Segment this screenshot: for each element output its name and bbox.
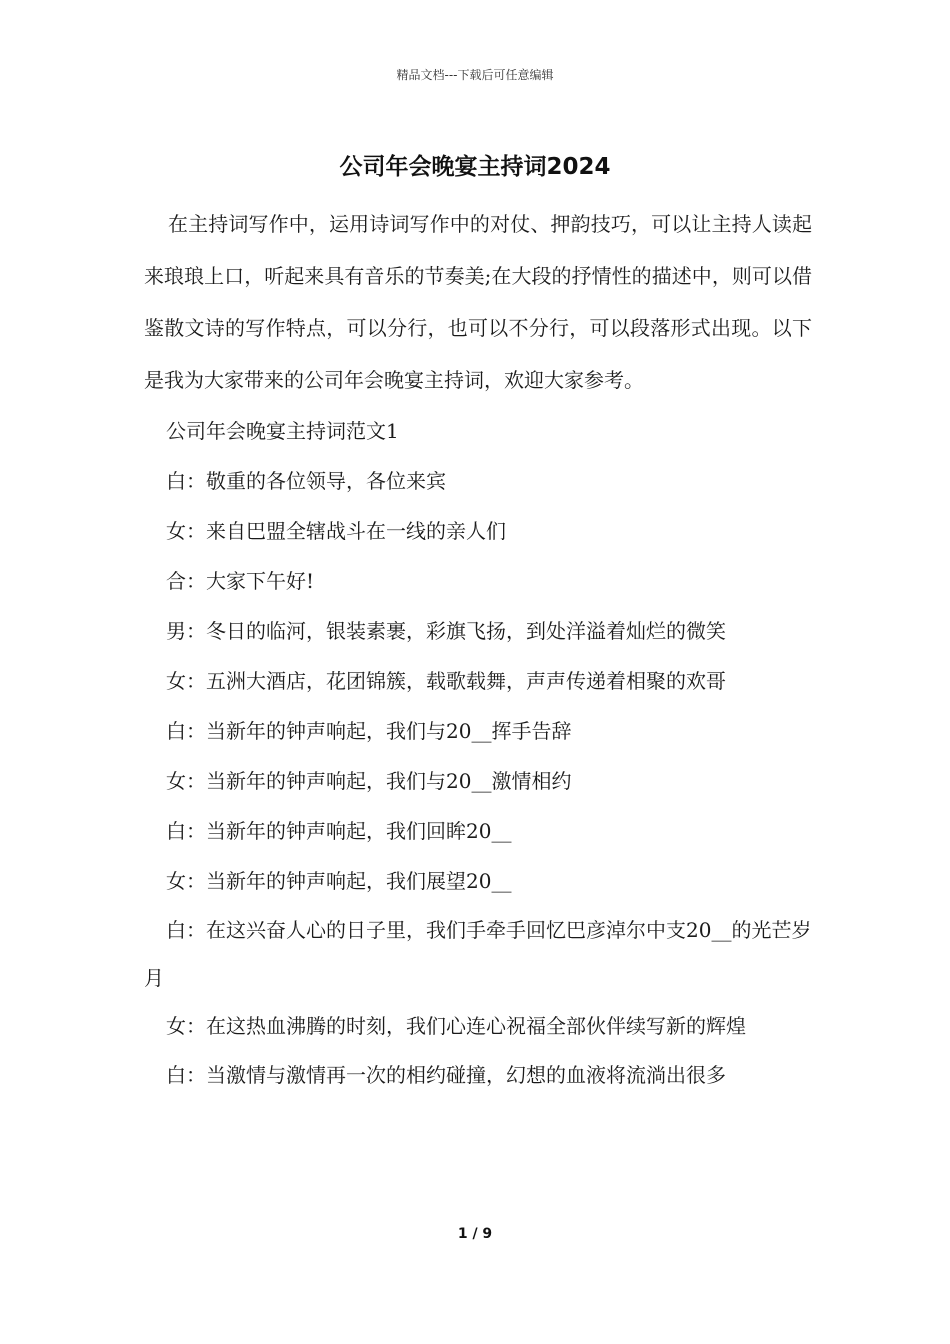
script-line: 白：当激情与激情再一次的相约碰撞，幻想的血液将流淌出很多: [166, 1063, 726, 1087]
script-line: 白：敬重的各位领导，各位来宾: [166, 469, 446, 493]
document-title: 公司年会晚宴主持词2024: [339, 154, 611, 180]
script-line: 白：当新年的钟声响起，我们回眸20__: [166, 819, 512, 843]
intro-paragraph: 在主持词写作中，运用诗词写作中的对仗、押韵技巧，可以让主持人读起来琅琅上口，听起来具有音乐的节奏美;在大段的抒情性的描述中，则可以借鉴散文诗的写作特点，可以分行，也可以不分行，可以段落形式出现。以下是我为大家带来的公司年会晚宴主持词，欢迎大家参考。: [144, 212, 812, 392]
document-body: [144, 198, 812, 1100]
page-number: 1 / 9: [457, 1226, 493, 1242]
script-line: 女：五洲大酒店，花团锦簇，载歌载舞，声声传递着相聚的欢哥: [166, 669, 726, 693]
script-line: 白：当新年的钟声响起，我们与20__挥手告辞: [166, 719, 572, 743]
script-line: 女：当新年的钟声响起，我们展望20__: [166, 869, 512, 893]
script-line: 合：大家下午好!: [166, 569, 315, 593]
script-line: 女：来自巴盟全辖战斗在一线的亲人们: [166, 519, 506, 543]
section-heading: 公司年会晚宴主持词范文1: [166, 419, 399, 443]
script-line: 男：冬日的临河，银装素裹，彩旗飞扬，到处洋溢着灿烂的微笑: [166, 619, 726, 643]
script-line: 白：在这兴奋人心的日子里，我们手牵手回忆巴彦淖尔中支20__的光芒岁月: [144, 918, 812, 990]
page-header: 精品文档---下载后可任意编辑: [396, 68, 554, 82]
script-line: 女：在这热血沸腾的时刻，我们心连心祝福全部伙伴续写新的辉煌: [166, 1014, 746, 1038]
script-line: 女：当新年的钟声响起，我们与20__激情相约: [166, 769, 572, 793]
